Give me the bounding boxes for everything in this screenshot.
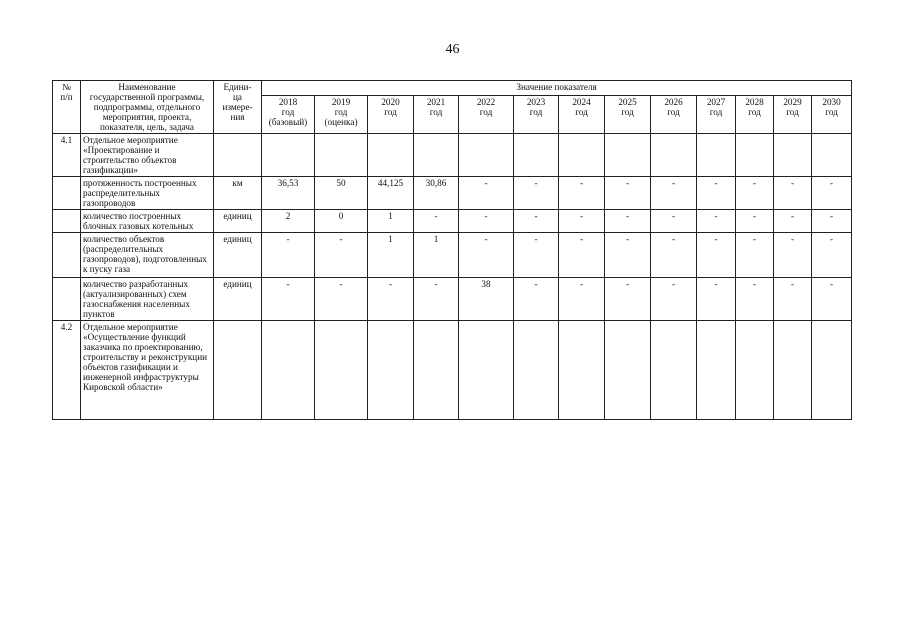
row-value: - xyxy=(414,278,459,321)
row-value xyxy=(559,321,605,420)
row-value: - xyxy=(514,233,559,278)
row-value: - xyxy=(315,233,368,278)
row-value xyxy=(605,134,651,177)
row-value: - xyxy=(514,210,559,233)
header-year: 2028 год xyxy=(736,95,774,133)
row-value: - xyxy=(774,278,812,321)
row-unit: единиц xyxy=(214,278,262,321)
table-row xyxy=(53,177,852,210)
row-num xyxy=(53,210,81,233)
row-value: 1 xyxy=(368,233,414,278)
row-value: - xyxy=(697,210,736,233)
row-value: - xyxy=(812,210,852,233)
row-value xyxy=(514,321,559,420)
row-value: - xyxy=(315,278,368,321)
row-value: - xyxy=(262,278,315,321)
indicators-table xyxy=(52,80,852,420)
row-name: количество объектов (распределительных газопроводов), подготовленных к пуску газа xyxy=(81,233,214,278)
row-num: 4.2 xyxy=(53,321,81,420)
row-value xyxy=(651,134,697,177)
row-value xyxy=(605,321,651,420)
header-year: 2018 год (базовый) xyxy=(262,95,315,133)
table-row xyxy=(53,233,852,278)
row-num xyxy=(53,278,81,321)
row-value: - xyxy=(774,210,812,233)
row-value: 0 xyxy=(315,210,368,233)
header-values-title: Значение показателя xyxy=(262,81,852,96)
row-unit: единиц xyxy=(214,210,262,233)
row-value: - xyxy=(697,233,736,278)
row-value xyxy=(262,134,315,177)
row-value xyxy=(559,134,605,177)
row-unit xyxy=(214,321,262,420)
row-value: 30,86 xyxy=(414,177,459,210)
row-value: - xyxy=(697,177,736,210)
row-name: количество разработанных (актуализированных) схем газоснабжения населенных пунктов xyxy=(81,278,214,321)
header-year: 2023 год xyxy=(514,95,559,133)
row-value xyxy=(459,321,514,420)
row-value xyxy=(315,134,368,177)
row-value xyxy=(414,321,459,420)
row-value: - xyxy=(605,177,651,210)
row-name: Отдельное мероприятие «Осуществление функций заказчика по проектированию, строительству и реконструкции объектов газификации и инженерной инфраструктуры Кировской области» xyxy=(81,321,214,420)
row-value: - xyxy=(736,177,774,210)
header-year: 2019 год (оценка) xyxy=(315,95,368,133)
row-value: 1 xyxy=(414,233,459,278)
row-value: - xyxy=(514,177,559,210)
row-value: - xyxy=(559,233,605,278)
row-value xyxy=(774,321,812,420)
header-unit: Едини- ца измере- ния xyxy=(214,81,262,134)
row-value: - xyxy=(774,177,812,210)
header-row xyxy=(53,81,852,96)
table-row xyxy=(53,134,852,177)
row-name: протяженность построенных распределительных газопроводов xyxy=(81,177,214,210)
row-value: - xyxy=(262,233,315,278)
row-value: - xyxy=(697,278,736,321)
row-value xyxy=(262,321,315,420)
row-num xyxy=(53,233,81,278)
row-value: - xyxy=(736,233,774,278)
table-row xyxy=(53,321,852,420)
row-value: - xyxy=(651,233,697,278)
row-value: - xyxy=(559,210,605,233)
row-value: - xyxy=(774,233,812,278)
row-value: - xyxy=(812,233,852,278)
row-value: - xyxy=(459,210,514,233)
row-value xyxy=(315,321,368,420)
row-name: Отдельное мероприятие «Проектирование и строительство объектов газификации» xyxy=(81,134,214,177)
row-value: - xyxy=(459,177,514,210)
row-value: - xyxy=(605,210,651,233)
row-value: - xyxy=(368,278,414,321)
row-value: 2 xyxy=(262,210,315,233)
row-value xyxy=(736,134,774,177)
row-value: - xyxy=(414,210,459,233)
row-value xyxy=(812,321,852,420)
row-value: - xyxy=(812,177,852,210)
header-num: № п/п xyxy=(53,81,81,134)
row-value: 1 xyxy=(368,210,414,233)
row-value: 38 xyxy=(459,278,514,321)
row-num: 4.1 xyxy=(53,134,81,177)
row-value: 44,125 xyxy=(368,177,414,210)
row-value xyxy=(736,321,774,420)
row-value: - xyxy=(605,278,651,321)
page-number: 46 xyxy=(445,42,460,57)
row-value xyxy=(697,321,736,420)
row-value: 50 xyxy=(315,177,368,210)
table-row xyxy=(53,278,852,321)
header-year: 2022 год xyxy=(459,95,514,133)
row-value xyxy=(368,134,414,177)
header-year: 2026 год xyxy=(651,95,697,133)
row-value: - xyxy=(459,233,514,278)
row-unit xyxy=(214,134,262,177)
row-value xyxy=(459,134,514,177)
row-value xyxy=(514,134,559,177)
table-row xyxy=(53,210,852,233)
header-name: Наименование государственной программы, подпрограммы, отдельного мероприятия, проекта, показателя, цель, задача xyxy=(81,81,214,134)
row-value: - xyxy=(651,278,697,321)
row-value: - xyxy=(736,210,774,233)
row-value xyxy=(697,134,736,177)
row-value: - xyxy=(605,233,651,278)
row-value: - xyxy=(559,278,605,321)
header-year: 2024 год xyxy=(559,95,605,133)
header-year: 2027 год xyxy=(697,95,736,133)
row-name: количество построенных блочных газовых котельных xyxy=(81,210,214,233)
row-unit: км xyxy=(214,177,262,210)
header-year: 2021 год xyxy=(414,95,459,133)
row-value xyxy=(368,321,414,420)
row-value xyxy=(414,134,459,177)
row-value: - xyxy=(736,278,774,321)
row-value: - xyxy=(651,210,697,233)
header-year: 2030 год xyxy=(812,95,852,133)
row-num xyxy=(53,177,81,210)
row-value: - xyxy=(812,278,852,321)
header-year: 2020 год xyxy=(368,95,414,133)
row-value: - xyxy=(651,177,697,210)
row-value xyxy=(651,321,697,420)
header-year: 2029 год xyxy=(774,95,812,133)
row-value xyxy=(774,134,812,177)
header-year: 2025 год xyxy=(605,95,651,133)
row-value: 36,53 xyxy=(262,177,315,210)
row-value: - xyxy=(559,177,605,210)
row-value xyxy=(812,134,852,177)
row-value: - xyxy=(514,278,559,321)
row-unit: единиц xyxy=(214,233,262,278)
